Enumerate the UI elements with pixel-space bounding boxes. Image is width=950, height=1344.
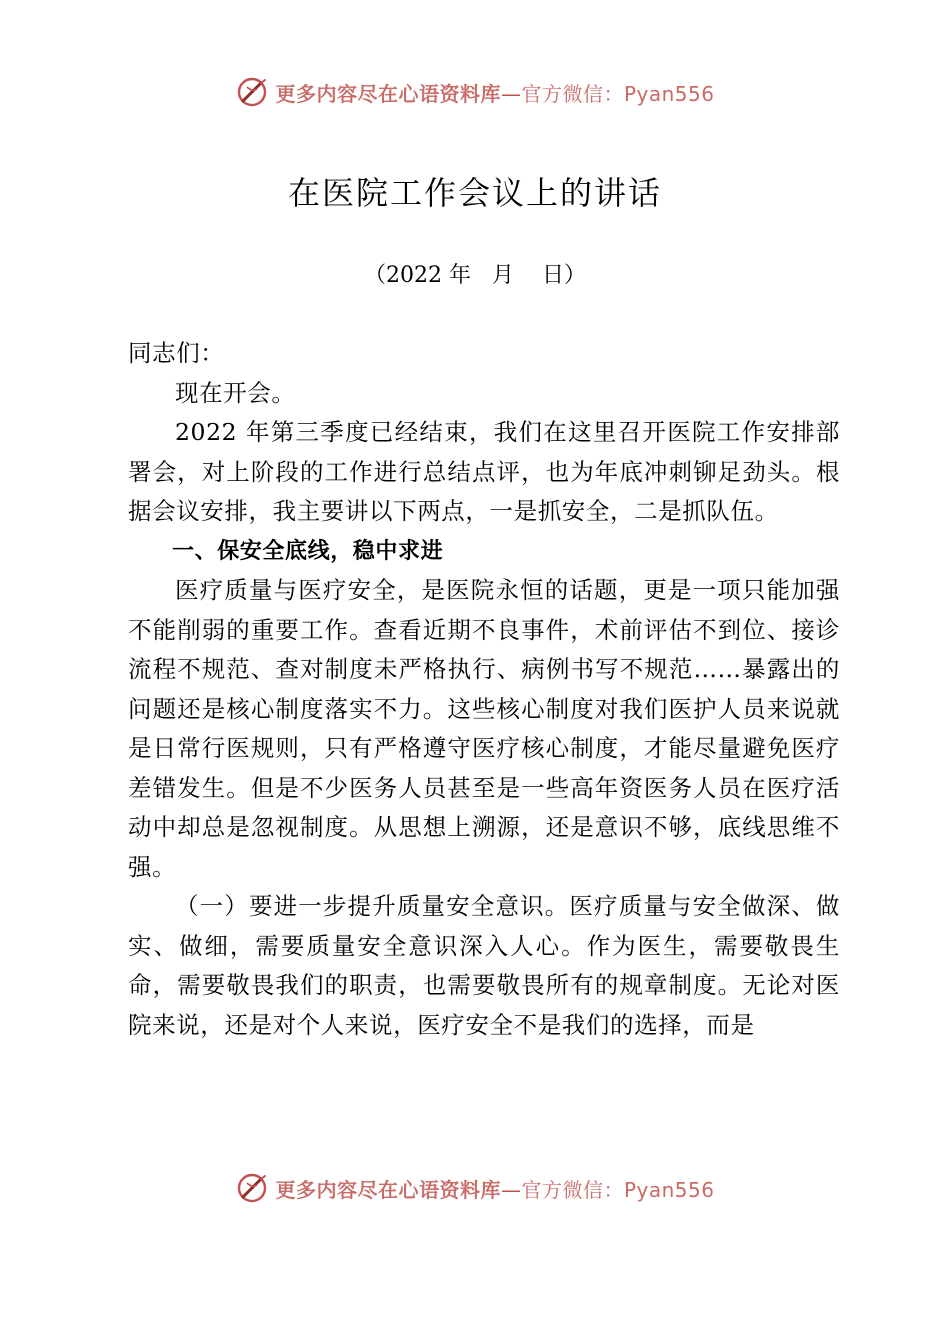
section-heading: 一、保安全底线，稳中求进 [172, 538, 444, 564]
watermark-library-text: 更多内容尽在心语资料库 [275, 81, 501, 106]
watermark-library-text: 更多内容尽在心语资料库 [275, 1177, 501, 1202]
watermark-wechat-text: 官方微信：Pyan556 [521, 81, 715, 106]
paragraph-opening: 现在开会。 [175, 378, 296, 407]
watermark-banner-top [0, 72, 950, 112]
watermark-text [275, 78, 714, 107]
watermark-text [275, 1174, 714, 1203]
document-date: （2022 年 月 日） [364, 263, 586, 288]
pen-circle-logo-icon [235, 1171, 269, 1205]
document-title: 在医院工作会议上的讲话 [287, 174, 662, 212]
watermark-separator: — [500, 1177, 522, 1202]
paragraph-subsection1: （一）要进一步提升质量安全意识。医疗质量与安全做深、做实、做细，需要质量安全意识深入人心。作为医生，需要敬畏生命，需要敬畏我们的职责，也需要敬畏所有的规章制度。无论对医院来说，还是对个人来说，医疗安全不是我们的选择，而是 [128, 892, 840, 1039]
pen-circle-logo-icon [235, 75, 269, 109]
paragraph-section1-body: 医疗质量与医疗安全，是医院永恒的话题，更是一项只能加强不能削弱的重要工作。查看近期不良事件，术前评估不到位、接诊流程不规范、查对制度未严格执行、病例书写不规范……暴露出的问题还是核心制度落实不力。这些核心制度对我们医护人员来说就是日常行医规则，只有严格遵守医疗核心制度，才能尽量避免医疗差错发生。但是不少医务人员甚至是一些高年资医务人员在医疗活动中却总是忽视制度。从思想上溯源，还是意识不够，底线思维不强。 [128, 576, 840, 881]
watermark-wechat-text: 官方微信：Pyan556 [521, 1177, 715, 1202]
document-body [128, 334, 840, 1045]
paragraph-intro: 2022 年第三季度已经结束，我们在这里召开医院工作安排部署会，对上阶段的工作进行总结点评，也为年底冲刺铆足劲头。根据会议安排，我主要讲以下两点，一是抓安全，二是抓队伍。 [128, 418, 840, 525]
salutation: 同志们： [128, 339, 225, 367]
watermark-separator: — [500, 81, 522, 106]
watermark-banner-bottom [0, 1168, 950, 1208]
